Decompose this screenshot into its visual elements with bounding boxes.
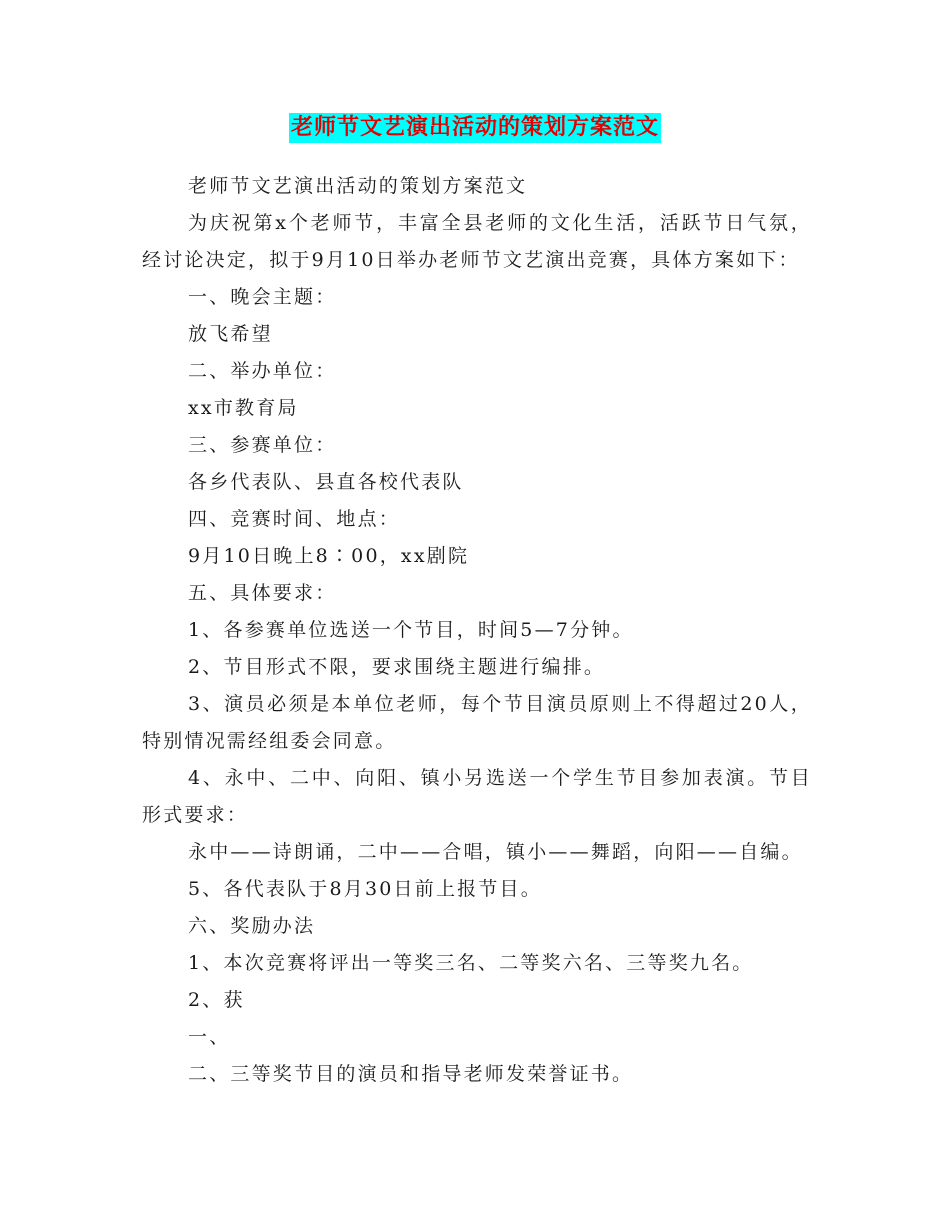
paragraph-program-forms: 永中——诗朗诵，二中——合唱，镇小——舞蹈，向阳——自编。 [188,841,803,863]
section-heading-requirements: 五、具体要求： [188,582,337,604]
paragraph-participants: 各乡代表队、县直各校代表队 [188,471,464,493]
paragraph-theme: 放飞希望 [188,323,273,345]
paragraph-time-place: 9月10日晚上8∶00，xx剧院 [188,545,470,567]
paragraph-requirement-3: 3、演员必须是本单位老师，每个节目演员原则上不得超过20人，特别情况需经组委会同意。 [142,693,812,752]
paragraph-intro: 为庆祝第x个老师节，丰富全县老师的文化生活，活跃节日气氛，经讨论决定，拟于9月10日举办老师节文艺演出竞赛，具体方案如下： [142,212,812,271]
paragraph-requirement-1: 1、各参赛单位选送一个节目，时间5—7分钟。 [188,619,634,641]
section-heading-theme: 一、晚会主题： [188,286,337,308]
section-heading-participants: 三、参赛单位： [188,434,337,456]
paragraph-award-1: 1、本次竞赛将评出一等奖三名、二等奖六名、三等奖九名。 [188,952,754,974]
document-body [142,168,812,1093]
paragraph-requirement-2: 2、节目形式不限，要求围绕主题进行编排。 [188,656,606,678]
paragraph-award-3: 二、三等奖节目的演员和指导老师发荣誉证书。 [188,1063,634,1085]
paragraph-organizer: xx市教育局 [188,397,299,419]
section-heading-organizer: 二、举办单位： [188,360,337,382]
paragraph-award-2: 2、获 [188,989,245,1011]
section-heading-awards: 六、奖励办法 [188,915,316,937]
section-heading-time-place: 四、竞赛时间、地点： [188,508,401,530]
paragraph-requirement-5: 5、各代表队于8月30日前上报节目。 [188,878,542,900]
title-container [0,113,950,143]
paragraph-award-fragment: 一、 [188,1026,231,1048]
paragraph-subtitle: 老师节文艺演出活动的策划方案范文 [188,175,528,197]
paragraph-requirement-4: 4、永中、二中、向阳、镇小另选送一个学生节目参加表演。节目形式要求： [142,767,812,826]
document-title: 老师节文艺演出活动的策划方案范文 [289,113,661,143]
